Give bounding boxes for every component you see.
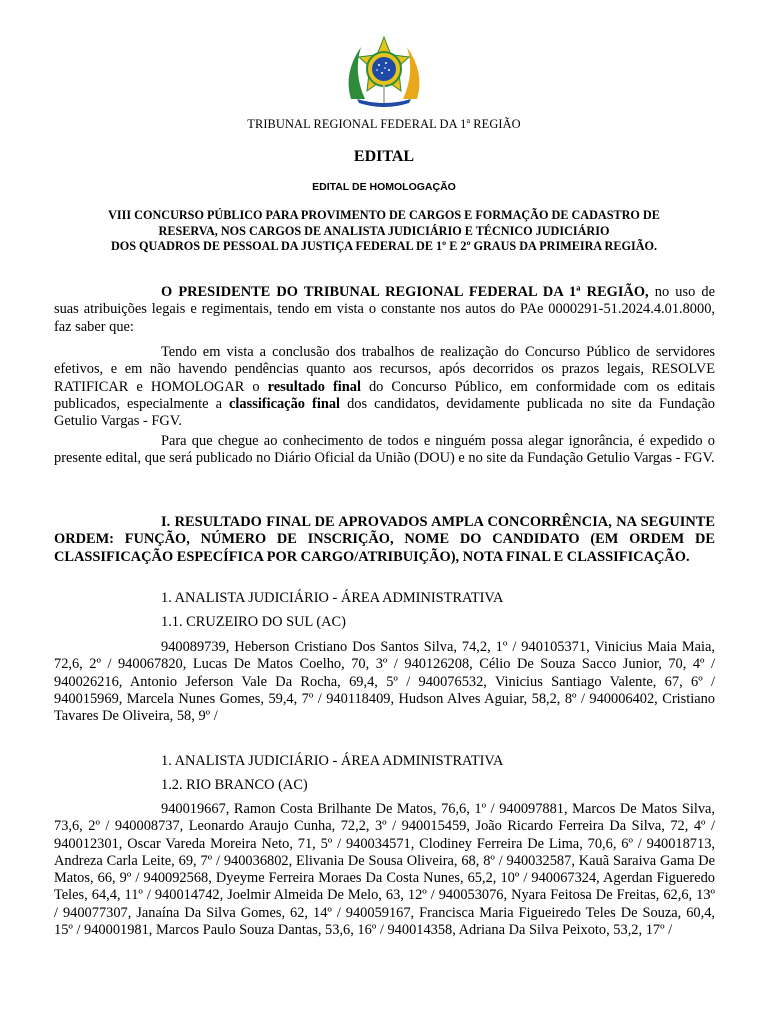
candidate-list: 940089739, Heberson Cristiano Dos Santos Silva, 74,2, 1º / 940105371, Vinicius Maia Maia, 72,6, 2º / 940067820, Lucas De Matos Coelho, 70, 3º / 940126208, Célio De Souza Sacco Junior, 70, 4º / 940026216, Antonio Jeferson Vale Da Rocha, 69,4, 5º / 940076532, Vinicius Santiago Valente, 67, 6º / 940015969, Marcela Nunes Gomes, 59,4, 7º / 940118409, Hudson Alves Aguiar, 58,2, 8º / 940006402, Cristiano Tavares De Oliveira, 58, 9º / <box>54 639 715 725</box>
group-2-cargo: 1. ANALISTA JUDICIÁRIO - ÁREA ADMINISTRATIVA <box>161 753 504 769</box>
concurso-line-1: VIII CONCURSO PÚBLICO PARA PROVIMENTO DE CARGOS E FORMAÇÃO DE CADASTRO DE <box>108 208 660 222</box>
classificacao-final-bold: classificação final <box>229 395 341 412</box>
publicacao-text: Para que chegue ao conhecimento de todos e ninguém possa alegar ignorância, é expedido o presente edital, que será publicado no Diário Oficial da União (DOU) e no site da Fundação Getulio Vargas - FGV. <box>54 433 715 467</box>
paragraph-publicacao <box>54 433 715 468</box>
resultado-final-bold: resultado final <box>267 378 361 395</box>
group-1-cargo: 1. ANALISTA JUDICIÁRIO - ÁREA ADMINISTRATIVA <box>161 590 504 606</box>
candidate-list: 940019667, Ramon Costa Brilhante De Matos, 76,6, 1º / 940097881, Marcos De Matos Silva, 73,6, 2º / 940008737, Leonardo Araujo Cunha, 72,2, 3º / 940015459, João Ricardo Ferreira Da Silva, 72, 4º / 940012301, Oscar Vareda Moreira Neto, 71, 5º / 940034571, Clodiney Ferreira De Lima, 70,6, 6º / 940018713, Andreza Carla Leite, 69, 7º / 940036802, Elivania De Sousa Oliveira, 68, 8º / 940032587, Kauã Saraiva Gama De Matos, 66, 9º / 940092568, Dyeyme Ferreira Moraes Da Costa Nunes, 65,2, 10º / 940067324, Agerdan Figueredo Teles, 64,4, 11º / 940014742, Joelmir Almeida De Melo, 63, 12º / 940053076, Nyara Feitosa De Freitas, 62,6, 13º / 940077307, Janaína Da Silva Gomes, 62, 14º / 940059167, Francisca Maria Figueiredo Teles De Souza, 60,4, 15º / 940001981, Marcos Paulo Souza Dantas, 53,6, 16º / 940014358, Adriana Da Silva Peixoto, 53,2, 17º / <box>54 801 715 939</box>
group-1-candidates <box>54 639 715 725</box>
homologacao-text-2: do Concurso Público, em conformidade com os editais publicados, especialmente a <box>54 378 715 412</box>
brazil-coat-of-arms-icon <box>339 33 429 109</box>
edital-title: EDITAL <box>353 148 415 165</box>
group-2-candidates <box>54 801 715 939</box>
concurso-line-3: DOS QUADROS DE PESSOAL DA JUSTIÇA FEDERAL DE 1º E 2º GRAUS DA PRIMEIRA REGIÃO. <box>110 239 658 253</box>
group-2-local: 1.2. RIO BRANCO (AC) <box>161 777 308 793</box>
homologacao-subtitle: EDITAL DE HOMOLOGAÇÃO <box>312 181 456 193</box>
paragraph-presidente <box>54 284 715 336</box>
court-prefix: TRIBUNAL REGIONAL FEDERAL DA 1 <box>247 117 467 132</box>
presidente-text: no uso de suas atribuições legais e regimentais, tendo em vista o constante nos autos do PAe 0000291-51.2024.4.01.8000, faz saber que: <box>54 284 715 335</box>
homologacao-text-1: Tendo em vista a conclusão dos trabalhos de realização do Concurso Público de servidores efetivos, e em não havendo pendências quanto aos recursos, após decorridos os prazos legais, RESOLVE RATIFICAR e HOMOLOGAR o <box>54 344 715 395</box>
homologacao-text-3: dos candidatos, devidamente publicada no site da Fundação Getulio Vargas - FGV. <box>54 395 715 430</box>
section-title: I. RESULTADO FINAL DE APROVADOS AMPLA CONCORRÊNCIA, NA SEGUINTE ORDEM: FUNÇÃO, NÚMERO DE INSCRIÇÃO, NOME DO CANDIDATO (EM ORDEM DE CLASSIFICAÇÃO ESPECÍFICA POR CARGO/ATRIBUIÇÃO), NOTA FINAL E CLASSIFICAÇÃO. <box>54 514 715 565</box>
court-suffix: REGIÃO <box>470 117 521 132</box>
presidente-lead: O PRESIDENTE DO TRIBUNAL REGIONAL FEDERAL DA 1ª REGIÃO, <box>161 284 649 300</box>
concurso-title <box>54 208 714 255</box>
court-ordinal: a <box>466 116 471 125</box>
concurso-line-2: RESERVA, NOS CARGOS DE ANALISTA JUDICIÁRIO E TÉCNICO JUDICIÁRIO <box>158 223 610 238</box>
group-1-local: 1.1. CRUZEIRO DO SUL (AC) <box>161 614 346 630</box>
court-name <box>0 116 768 132</box>
paragraph-homologacao <box>54 344 715 430</box>
